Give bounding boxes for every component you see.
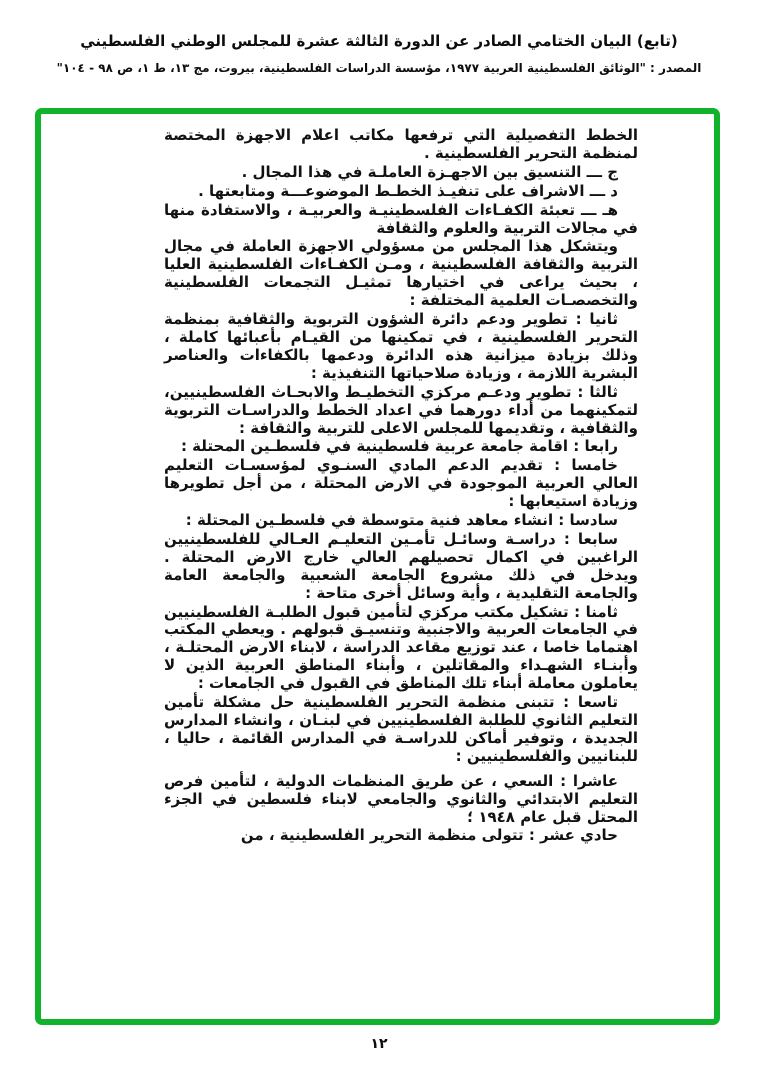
paragraph: ويتشكل هذا المجلس من مسؤولي الاجهزة العاملة في مجال التربية والثقافة الفلسطينية ، ومـن الكفـاءات الفلسطينية العليا ، بحيث يراعى في اختيارها تمثيـل التجمعات الفلسطينية والتخصصـات العلمية المختلفة :: [164, 237, 638, 310]
body-text: [164, 127, 638, 845]
page-number: ١٢: [370, 1036, 388, 1052]
paragraph: ثانيا : تطوير ودعم دائرة الشؤون التربوية والثقافية بمنظمة التحرير الفلسطينية ، في تمكينها من القيـام بأعبائها كاملة ، وذلك بزيادة ميزانية هذه الدائرة ودعمها بالكفاءات والعناصر البشرية اللازمة ، وزيادة صلاحياتها التنفيذية :: [164, 310, 638, 382]
paragraph: سادسا : انشاء معاهد فنية متوسطة في فلسطـين المحتلة :: [185, 511, 618, 530]
paragraph: رابعا : اقامة جامعة عربية فلسطينية في فلسطـين المحتلة :: [180, 437, 618, 456]
paragraph: خامسا : تقديم الدعم المادي السنـوي لمؤسسـات التعليم العالي العربية الموجودة في الارض المحتلة ، من أجل تطويرها وزيادة استيعابها :: [164, 456, 638, 511]
page-header: [0, 30, 758, 76]
paragraph: هـ ـــ تعبئة الكفـاءات الفلسطينيـة والعربيـة ، والاستفادة منها في مجالات التربية والعلوم والثقافة: [164, 200, 638, 237]
paragraph: الخطط التفصيلية التي ترفعها مكاتب اعلام الاجهزة المختصة لمنظمة التحرير الفلسطينية .: [164, 126, 638, 162]
document-source-line: المصدر : "الوثائق الفلسطينية العربية ١٩٧٧، مؤسسة الدراسات الفلسطينية، بيروت، مج ١٣، ط ١، ص ٩٨ - ١٠٤": [56, 61, 702, 75]
paragraph: عاشرا : السعي ، عن طريق المنظمات الدولية ، لتأمين فرص التعليم الابتدائي والثانوي والجامعي لابناء فلسطين في الجزء المحتل قبل عام ١٩٤٨ ؛: [164, 771, 638, 826]
paragraph: د ـــ الاشراف على تنفيـذ الخطـط الموضوعـــة ومتابعتها .: [198, 181, 618, 200]
paragraph: ثامنا : تشكيل مكتب مركزي لتأمين قبول الطلبـة الفلسطينيين في الجامعات العربية والاجنبية وتنسيـق قبولهم . ويعطي المكتب اهتماما خاصا ، عند توزيع مقاعد الدراسة ، لابناء الارض المحتلـة ، وأبنـاء الشهـداء والمقاتلين ، وأبناء المناطق العربية الذين لا يعاملون معاملة أبناء تلك المناطق في القبول في الجامعات :: [164, 602, 638, 693]
paragraph: ثالثا : تطوير ودعـم مركزي التخطيـط والابحـاث الفلسطينيين، لتمكينهما من أداء دورهما في اعداد الخطط والدراسـات التربوية والثقافية ، وتقديمها للمجلس الاعلى للتربية والثقافة :: [164, 382, 638, 437]
paragraph: ج ـــ التنسيق بين الاجهـزة العاملـة في هذا المجال .: [241, 162, 618, 181]
content-frame: [35, 108, 720, 1025]
document-title: (تابع) البيان الختامي الصادر عن الدورة الثالثة عشرة للمجلس الوطني الفلسطيني: [80, 32, 678, 50]
paragraph: تاسعا : تتبنى منظمة التحرير الفلسطينية حل مشكلة تأمين التعليم الثانوي للطلبة الفلسطينيين في لبنـان ، وانشاء المدارس الجديدة ، وتوفير أماكن للدراسـة في المدارس القائمة ، حاليا ، للبنانيين والفلسطينيين :: [164, 693, 638, 765]
paragraph: حادي عشر : تتولى منظمة التحرير الفلسطينية ، من: [240, 826, 618, 845]
paragraph: سابعا : دراسـة وسائـل تأمـين التعليـم العـالي للفلسطينيين الراغبين في اكمال تحصيلهم العالي خارج الارض المحتلة . ويدخل في ذلك مشروع الجامعة الشعبية والجامعة العامة والجامعة التقليدية ، وأية وسائل أخرى متاحة :: [164, 529, 638, 602]
